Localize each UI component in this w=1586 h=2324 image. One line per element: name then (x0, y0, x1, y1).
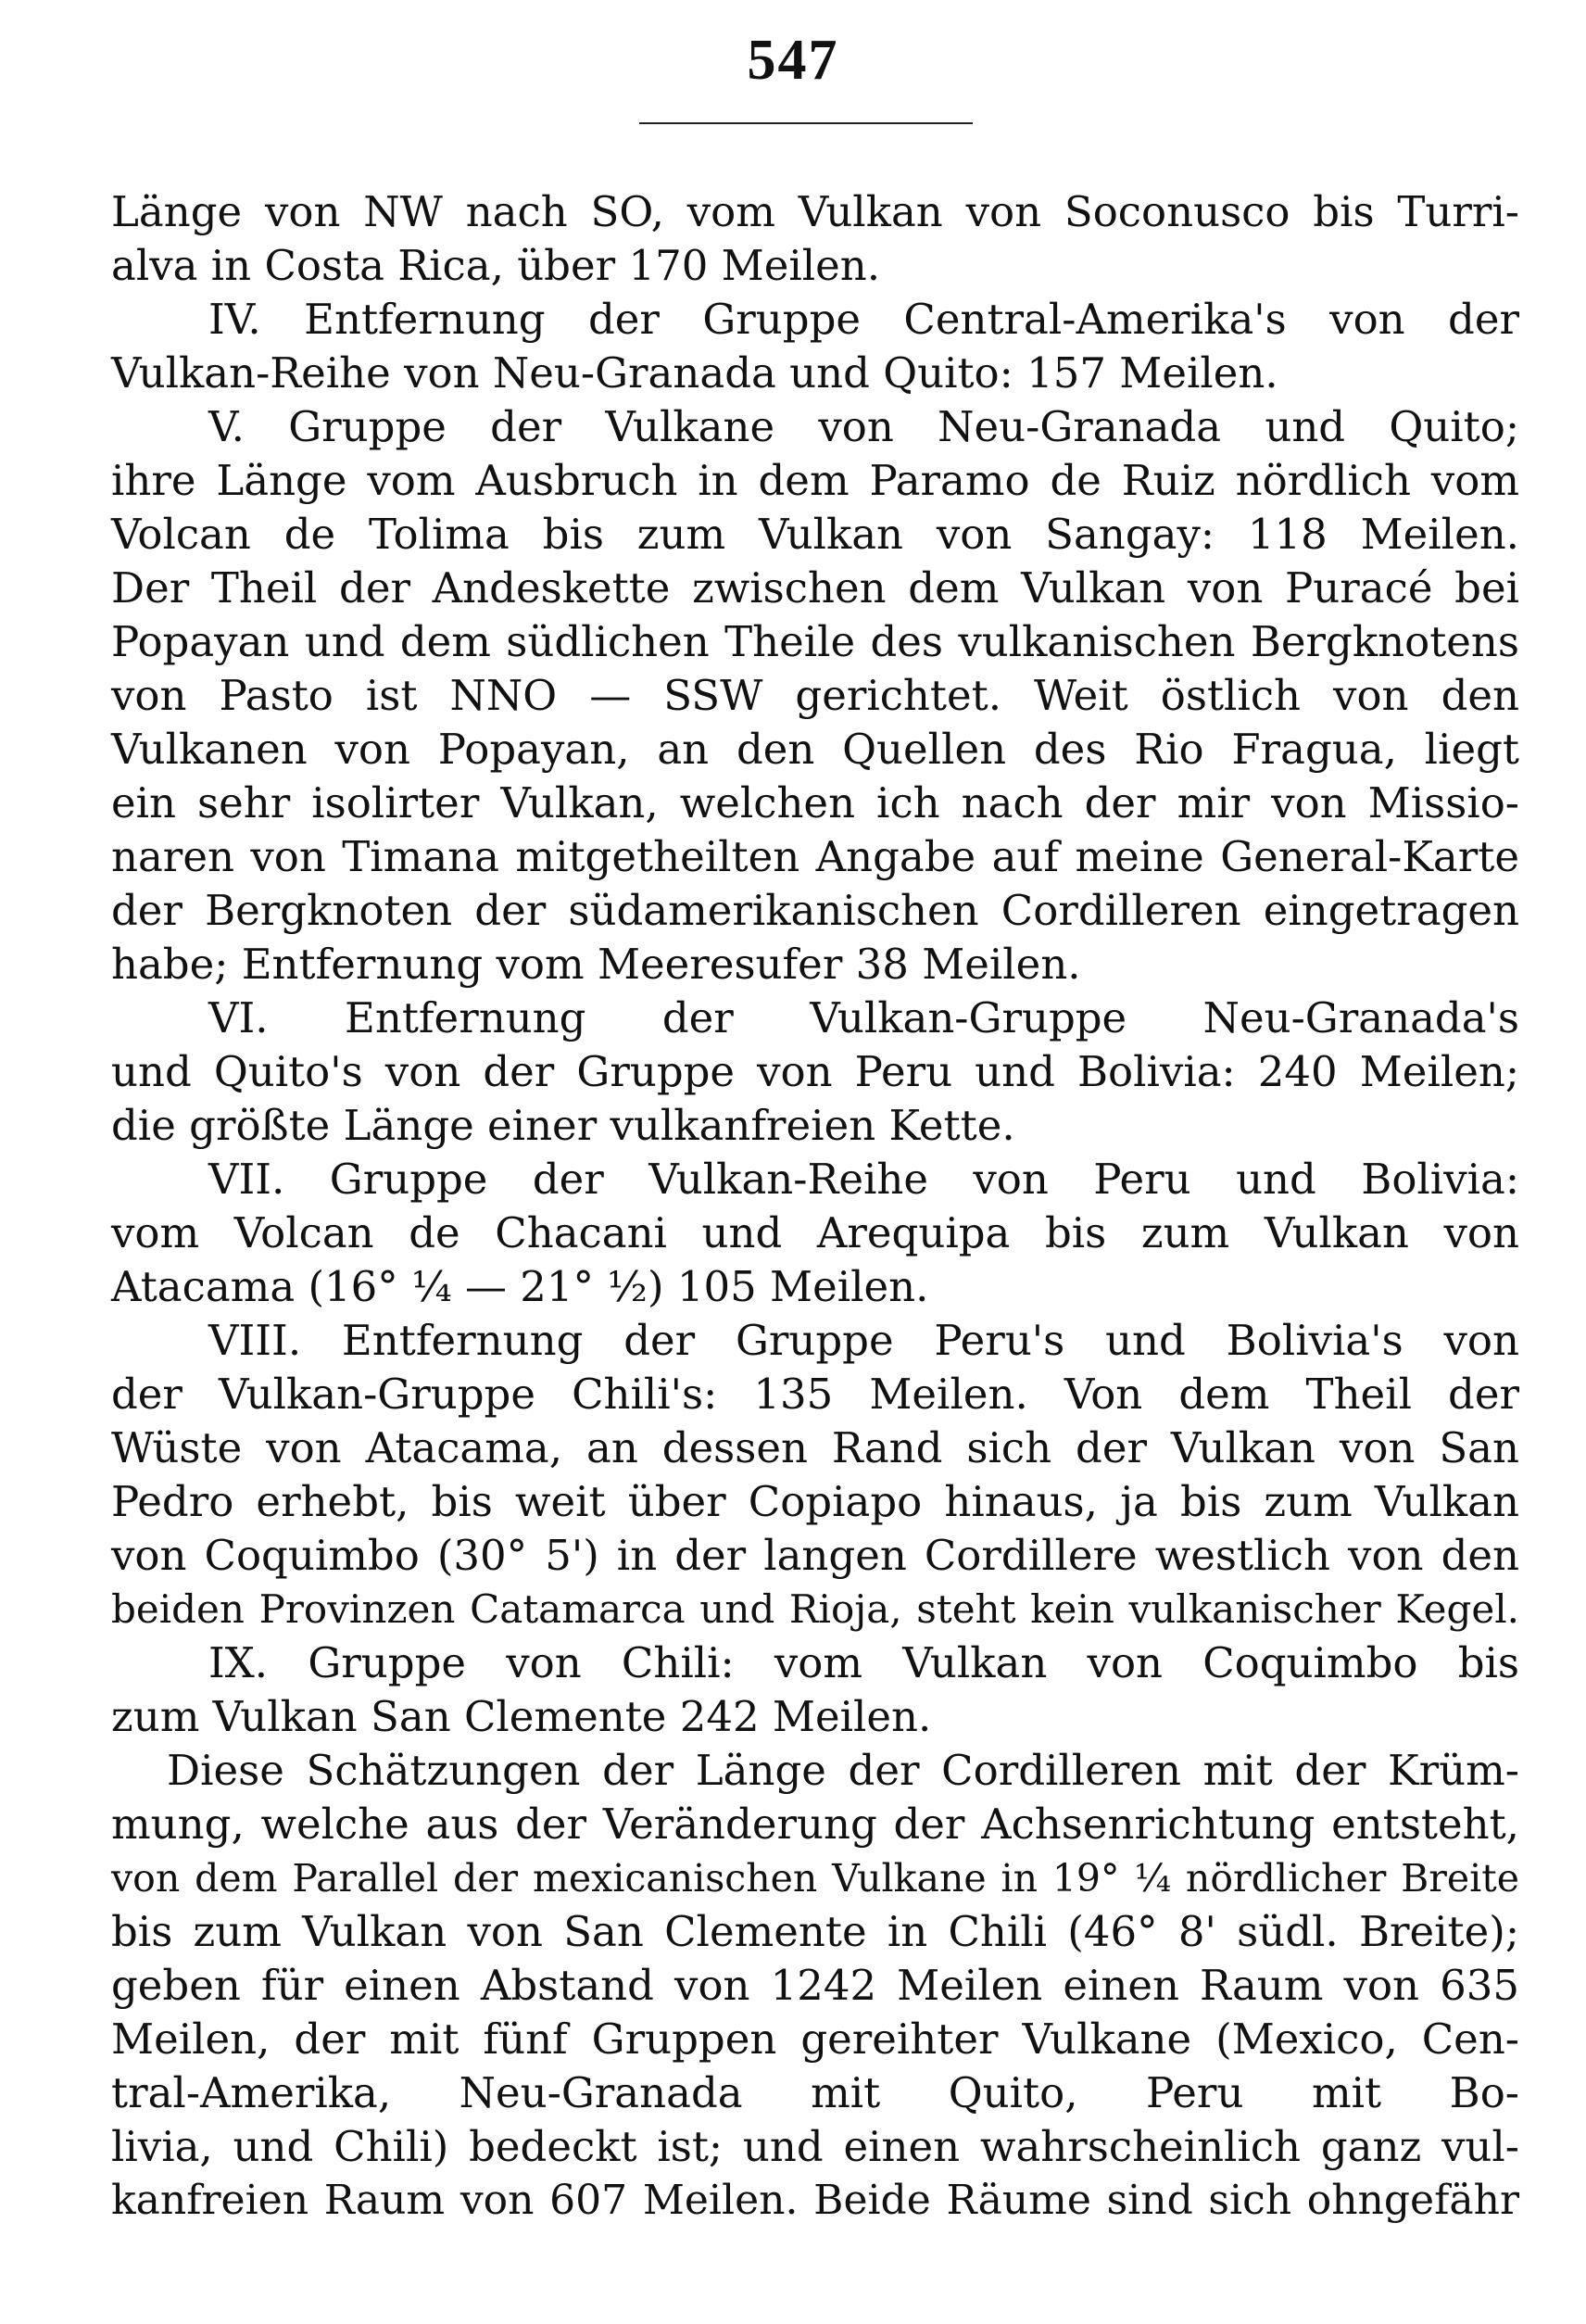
text-line: zum Vulkan San Clemente 242 Meilen. (111, 1692, 932, 1741)
text-line: vom Volcan de Chacani und Arequipa bis zum Vulkan von (111, 1208, 1519, 1257)
header-rule (639, 122, 973, 124)
text-line: Vulkanen von Popayan, an den Quellen des Rio Fragua, liegt (111, 725, 1519, 774)
text-line: ihre Länge vom Ausbruch in dem Paramo de Ruiz nördlich vom (111, 456, 1519, 505)
text-line: Länge von NW nach SO, vom Vulkan von Soconusco bis Turri- (111, 187, 1519, 236)
text-line: VII. Gruppe der Vulkan-Reihe von Peru und Bolivia: (208, 1155, 1519, 1204)
text-line: der Vulkan-Gruppe Chili's: 135 Meilen. Von dem Theil der (111, 1370, 1519, 1419)
text-line: Atacama (16° ¼ — 21° ½) 105 Meilen. (111, 1262, 929, 1311)
text-line: mung, welche aus der Veränderung der Achsenrichtung entsteht, (111, 1800, 1519, 1849)
body-text (111, 185, 1519, 2228)
text-line: IV. Entfernung der Gruppe Central-Amerika's von der (208, 295, 1519, 344)
text-line: der Bergknoten der südamerikanischen Cordilleren eingetragen (111, 886, 1519, 935)
text-line: tral-Amerika, Neu-Granada mit Quito, Peru mit Bo- (111, 2068, 1519, 2117)
text-line: livia, und Chili) bedeckt ist; und einen wahrscheinlich ganz vul- (111, 2122, 1519, 2171)
text-line: Wüste von Atacama, an dessen Rand sich der Vulkan von San (111, 1423, 1519, 1472)
text-line: VIII. Entfernung der Gruppe Peru's und Bolivia's von (208, 1316, 1519, 1365)
text-line: geben für einen Abstand von 1242 Meilen einen Raum von 635 (111, 1961, 1519, 2010)
text-line: Meilen, der mit fünf Gruppen gereihter Vulkane (Mexico, Cen- (111, 2015, 1519, 2064)
text-line: V. Gruppe der Vulkane von Neu-Granada und Quito; (208, 402, 1519, 451)
text-line: alva in Costa Rica, über 170 Meilen. (111, 241, 881, 290)
text-line: VI. Entfernung der Vulkan-Gruppe Neu-Granada's (208, 993, 1519, 1042)
text-line: Vulkan-Reihe von Neu-Granada und Quito: 157 Meilen. (111, 348, 1278, 398)
text-line: beiden Provinzen Catamarca und Rioja, steht kein vulkanischer Kegel. (111, 1586, 1519, 1632)
text-line: kanfreien Raum von 607 Meilen. Beide Räume sind sich ohngefähr (111, 2177, 1519, 2224)
text-line: Der Theil der Andeskette zwischen dem Vulkan von Puracé bei (111, 563, 1519, 613)
text-line: Popayan und dem südlichen Theile des vulkanischen Bergknotens (111, 617, 1519, 666)
text-line: habe; Entfernung vom Meeresufer 38 Meilen. (111, 940, 1081, 989)
text-line: IX. Gruppe von Chili: vom Vulkan von Coquimbo bis (208, 1638, 1519, 1687)
text-line: Diese Schätzungen der Länge der Cordilleren mit der Krüm- (167, 1746, 1519, 1795)
text-line: Volcan de Tolima bis zum Vulkan von Sangay: 118 Meilen. (111, 510, 1519, 559)
text-line: naren von Timana mitgetheilten Angabe auf meine General-Karte (111, 832, 1519, 881)
text-line: ein sehr isolirter Vulkan, welchen ich nach der mir von Missio- (111, 778, 1519, 827)
text-line: Pedro erhebt, bis weit über Copiapo hinaus, ja bis zum Vulkan (111, 1477, 1519, 1526)
text-line: von dem Parallel der mexicanischen Vulkane in 19° ¼ nördlicher Breite (111, 1856, 1519, 1901)
text-line: von Coquimbo (30° 5') in der langen Cordillere westlich von den (111, 1531, 1519, 1580)
text-line: von Pasto ist NNO — SSW gerichtet. Weit östlich von den (111, 671, 1519, 720)
text-line: bis zum Vulkan von San Clemente in Chili (46° 8' südl. Breite); (111, 1907, 1519, 1956)
page-number: 547 (747, 29, 839, 92)
text-line: und Quito's von der Gruppe von Peru und Bolivia: 240 Meilen; (111, 1047, 1519, 1096)
text-line: die größte Länge einer vulkanfreien Kette. (111, 1101, 1015, 1150)
